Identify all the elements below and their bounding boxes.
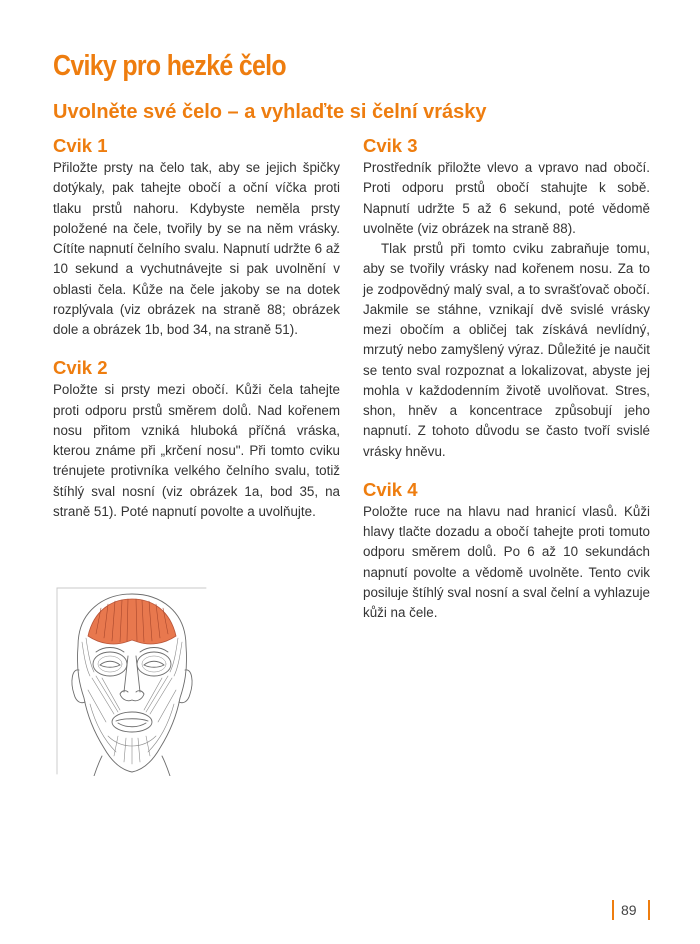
left-column [53,134,340,522]
right-column [363,134,650,623]
page-title: Cviky pro hezké čelo [53,50,286,82]
facial-muscles-illustration [56,586,208,776]
exercise-text: Položte si prsty mezi obočí. Kůži čela tahejte proti odporu prstů směrem dolů. Nad kořenem nosu přitom vzniká hluboká příčná vráska, kterou známe při „krčení nosu". Při tomto cviku trénujete protivníka velkého čelního svalu, totiž štíhlý sval nosní (viz obrázek 1a, bod 35, na straně 51). Poté napnutí povolte a uvolňujte. [53,382,340,519]
exercise-text: Přiložte prsty na čelo tak, aby se jejich špičky dotýkaly, pak tahejte obočí a oční víčka proti tlaku prstů nahoru. Kdybyste neměla prsty položené na čele, tvořily by se na něm vrásky. Cítíte napnutí čelního svalu. Napnutí udržte 6 až 10 sekund a vychutnávejte si pak uvolnění v oblasti čela. Kůže na čele jakoby se na dotek rozplývala (viz obrázek na straně 88; obrázek dole a obrázek 1b, bod 34, na straně 51). [53,160,340,337]
exercise-1 [53,134,340,340]
exercise-text: Prostředník přiložte vlevo a vpravo nad obočí. Proti odporu prstů obočí stahujte k sobě. Napnutí udržte 5 až 6 sekund, poté vědomě uvolněte (viz obrázek na straně 88). [363,160,650,236]
page-number-bar-left [612,900,614,920]
page-number-bar-right [648,900,650,920]
exercise-heading: Cvik 4 [363,478,418,500]
page-number-text: 89 [621,902,637,918]
exercise-4 [363,478,650,624]
exercise-2 [53,356,340,522]
exercise-heading: Cvik 2 [53,357,108,379]
page-subtitle: Uvolněte své čelo – a vyhlaďte si čelní vrásky [53,101,487,123]
exercise-heading: Cvik 1 [53,135,108,156]
exercise-heading: Cvik 3 [363,135,418,156]
exercise-3 [363,134,650,462]
page-number [612,900,652,920]
exercise-text: Tlak prstů při tomto cviku zabraňuje tomu, aby se tvořily vrásky nad kořenem nosu. Za to je zodpovědný malý sval, a to svrašťovač obočí. Jakmile se stáhne, vznikají dvě svislé vrásky mezi obočím a obličej tak získává nevlídný, mrzutý nebo zamyšlený výraz. Důležité je naučit se tento sval rozpoznat a lokalizovat, abyste jej mohla v každodenním životě uvolňovat. Stres, shon, hněv a koncentrace způsobují jeho napnutí. Z tohoto důvodu se často tvoří svislé vrásky hněvu. [363,241,650,459]
exercise-text: Položte ruce na hlavu nad hranicí vlasů. Kůži hlavy tlačte dozadu a obočí tahejte proti tomuto odporu směrem dolů. Po 6 až 10 sekundách napnutí povolte a vědomě uvolněte. Tento cvik posiluje štíhlý sval nosní a sval čelní a vyhlazuje kůži na čele. [363,503,650,620]
